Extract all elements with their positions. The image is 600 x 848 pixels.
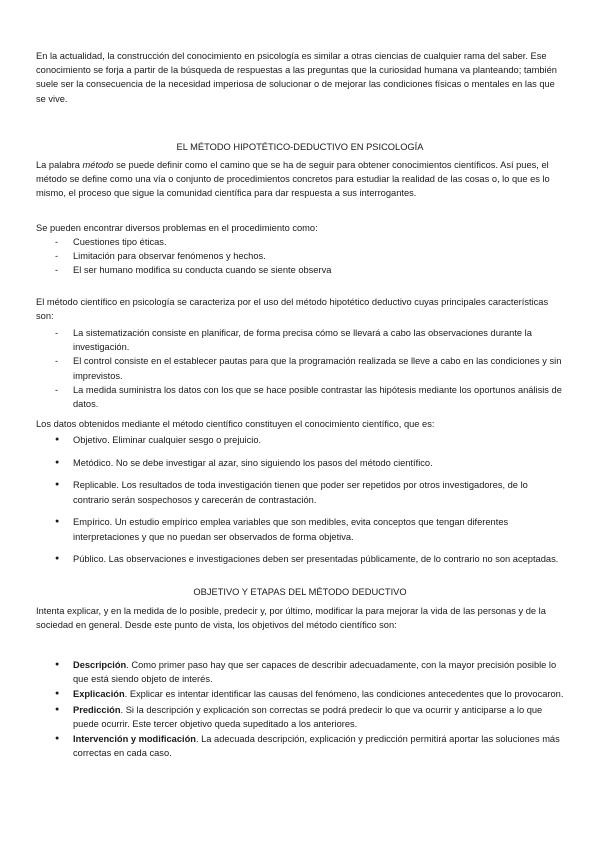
list-item: ● Público. Las observaciones e investigaciones deben ser presentadas públicamente, de lo contrario no son aceptadas. (36, 552, 566, 566)
objective-term: Predicción (73, 704, 121, 715)
problems-list (36, 235, 566, 278)
list-item (36, 687, 566, 701)
problems-intro: Se pueden encontrar diversos problemas en el procedimiento como: (36, 223, 318, 233)
objective-term: Descripción (73, 660, 127, 670)
list-item: - El control consiste en el establecer pautas para que la programación realizada se lleve a cabo en las condiciones y sin imprevistos. (36, 354, 566, 382)
list-item: - La medida suministra los datos con los que se hace posible contrastar las hipótesis mediante los oportunos análisis de datos. (36, 383, 566, 411)
objectives-intro: Intenta explicar, y en la medida de lo posible, predecir y, por último, modificar la para mejorar la vida de las personas y de la sociedad en general. Desde este punto de vista, los objetivos del método científico son: (36, 606, 546, 631)
list-item: ● Replicable. Los resultados de toda investigación tienen que poder ser repetidos por otros investigadores, de lo contrario serán sospechosos y carecerán de contrastación. (36, 478, 566, 506)
objective-term: Explicación (73, 689, 125, 700)
list-item: - Limitación para observar fenómenos y hechos. (36, 249, 566, 263)
definition-suffix: se puede definir como el camino que se ha de seguir para obtener conocimientos científicos. Así pues, el método se define como una vía o conjunto de procedimientos concretos para estudiar la realidad de las cosas o, lo que es lo mismo, el proceso que sigue la comunidad científica para dar respuesta a sus interrogantes. (36, 160, 550, 199)
list-item: ● Metódico. No se debe investigar al azar, sino siguiendo los pasos del método científico. (36, 456, 566, 470)
list-item (36, 732, 566, 760)
intro-paragraph: En la actualidad, la construcción del conocimiento en psicología es similar a otras ciencias de cualquier rama del saber. Ese conocimiento se forja a partir de la búsqueda de respuestas a las preguntas que la curiosidad humana va planteando; también suele ser la consecuencia de la necesidad imperiosa de solucionar o de mejorar las condiciones físicas o mentales en las que se vive. (36, 51, 557, 104)
characteristics-intro: El método científico en psicología se caracteriza por el uso del método hipotético deductivo cuyas principales características son: (36, 297, 549, 322)
method-definition-paragraph (36, 158, 566, 201)
list-item (36, 703, 566, 731)
objective-text: . La adecuada descripción, explicación y predicción permitirá aportar las soluciones más correctas en cada caso. (73, 734, 560, 759)
objective-text: . Como primer paso hay que ser capaces de describir adecuadamente, con la mayor precisión posible lo que está siendo objeto de interés. (73, 660, 557, 685)
section-heading-method: EL MÉTODO HIPOTÉTICO-DEDUCTIVO EN PSICOLOGÍA (176, 142, 424, 152)
objective-term: Intervención y modificación (73, 734, 196, 745)
list-item (36, 658, 566, 686)
list-item: - Cuestiones tipo éticas. (36, 235, 566, 249)
objective-text: . Si la descripción y explicación son correctas se podrá predecir lo que va ocurrir y anticiparse a lo que puede ocurrir. Este tercer objetivo queda supeditado a los anteriores. (73, 704, 543, 729)
objective-text: . Explicar es intentar identificar las causas del fenómeno, las condiciones antecedentes que lo provocaron. (124, 689, 564, 700)
list-item: - La sistematización consiste en planificar, de forma precisa cómo se llevará a cabo las observaciones durante la investigación. (36, 326, 566, 354)
knowledge-list (36, 433, 566, 575)
data-intro: Los datos obtenidos mediante el método científico constituyen el conocimiento científico, que es: (36, 419, 435, 429)
definition-prefix: La palabra (36, 160, 83, 170)
definition-term: método (82, 160, 114, 170)
list-item: - El ser humano modifica su conducta cuando se siente observa (36, 263, 566, 277)
section-heading-objectives: OBJETIVO Y ETAPAS DEL MÉTODO DEDUCTIVO (193, 587, 407, 597)
list-item: ● Empírico. Un estudio empírico emplea variables que son medibles, evita conceptos que tengan diferentes interpretaciones y que no puedan ser observados de forma objetiva. (36, 515, 566, 543)
list-item: ● Objetivo. Eliminar cualquier sesgo o prejuicio. (36, 433, 566, 447)
characteristics-list (36, 326, 566, 411)
objectives-list (36, 658, 566, 761)
